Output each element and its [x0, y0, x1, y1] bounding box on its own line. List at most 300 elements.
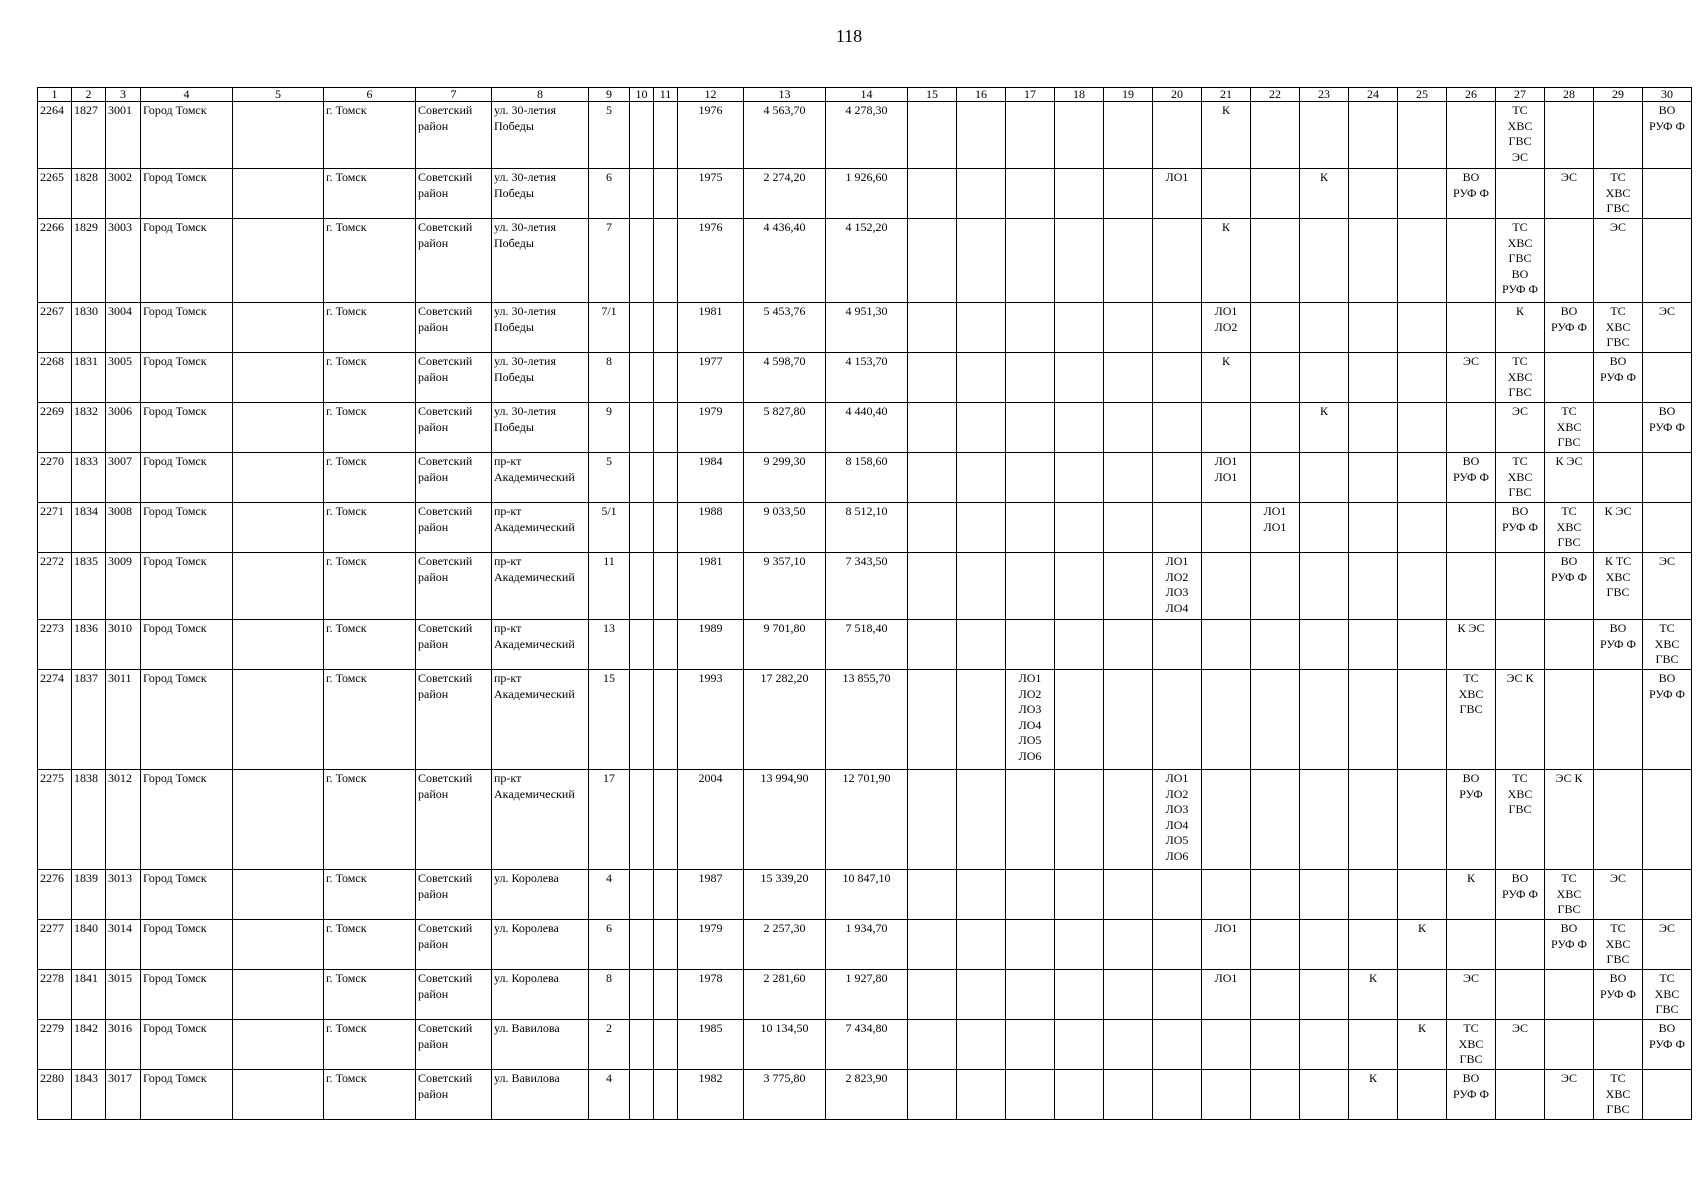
table-cell: [1251, 219, 1300, 303]
column-number: 29: [1594, 88, 1643, 102]
column-number: 10: [630, 88, 654, 102]
table-cell: [1398, 403, 1447, 453]
data-table: [37, 87, 1692, 1120]
table-cell: 5: [589, 102, 630, 169]
table-cell: 17 282,20: [744, 670, 826, 770]
table-cell: 3003: [106, 219, 141, 303]
table-cell: 1839: [72, 870, 106, 920]
table-cell: [957, 1070, 1006, 1120]
table-cell: [908, 970, 957, 1020]
table-cell: [1594, 1020, 1643, 1070]
table-cell: [1006, 219, 1055, 303]
table-cell: ул. Вавилова: [492, 1070, 589, 1120]
table-cell: [1643, 219, 1692, 303]
table-cell: 1842: [72, 1020, 106, 1070]
table-cell: 3014: [106, 920, 141, 970]
table-cell: г. Томск: [324, 1020, 416, 1070]
table-cell: [908, 770, 957, 870]
table-cell: ВО РУФ Ф: [1496, 870, 1545, 920]
table-cell: [1447, 403, 1496, 453]
table-cell: 4 278,30: [826, 102, 908, 169]
table-cell: К ЭС: [1447, 620, 1496, 670]
table-cell: К ТС ХВС ГВС: [1594, 553, 1643, 620]
table-cell: [1251, 620, 1300, 670]
table-cell: [957, 1020, 1006, 1070]
table-cell: ЭС: [1643, 303, 1692, 353]
table-row: [38, 1070, 1692, 1120]
column-number: 28: [1545, 88, 1594, 102]
table-cell: пр-кт Академический: [492, 553, 589, 620]
table-cell: 3008: [106, 503, 141, 553]
table-cell: Город Томск: [141, 219, 233, 303]
table-cell: [1153, 870, 1202, 920]
table-cell: [1153, 503, 1202, 553]
table-cell: 1836: [72, 620, 106, 670]
table-cell: 2276: [38, 870, 72, 920]
table-cell: 2272: [38, 553, 72, 620]
table-cell: 2264: [38, 102, 72, 169]
table-cell: [1055, 770, 1104, 870]
table-cell: ЭС: [1594, 219, 1643, 303]
table-cell: ЭС: [1447, 353, 1496, 403]
table-cell: [233, 303, 324, 353]
table-cell: [630, 920, 654, 970]
table-cell: 7 518,40: [826, 620, 908, 670]
table-cell: 1989: [678, 620, 744, 670]
table-cell: г. Томск: [324, 970, 416, 1020]
table-row: [38, 503, 1692, 553]
table-cell: [1202, 670, 1251, 770]
table-cell: г. Томск: [324, 503, 416, 553]
table-cell: 4 563,70: [744, 102, 826, 169]
table-cell: [1594, 770, 1643, 870]
table-cell: 3007: [106, 453, 141, 503]
table-cell: [233, 353, 324, 403]
table-cell: ул. 30-летия Победы: [492, 102, 589, 169]
column-number: 16: [957, 88, 1006, 102]
table-cell: [1202, 553, 1251, 620]
page-number: 118: [835, 26, 863, 46]
table-cell: К: [1202, 219, 1251, 303]
table-cell: 9 357,10: [744, 553, 826, 620]
column-number: 13: [744, 88, 826, 102]
table-cell: 1833: [72, 453, 106, 503]
table-cell: 1987: [678, 870, 744, 920]
table-cell: [908, 403, 957, 453]
table-cell: Город Томск: [141, 920, 233, 970]
table-cell: [957, 503, 1006, 553]
table-cell: 2004: [678, 770, 744, 870]
table-cell: 2279: [38, 1020, 72, 1070]
table-cell: [1202, 169, 1251, 219]
table-cell: 2266: [38, 219, 72, 303]
table-cell: [1055, 920, 1104, 970]
table-cell: [908, 1020, 957, 1070]
table-cell: 2277: [38, 920, 72, 970]
table-cell: [1398, 620, 1447, 670]
table-cell: ВО РУФ Ф: [1594, 620, 1643, 670]
table-cell: [1349, 1020, 1398, 1070]
table-cell: [630, 219, 654, 303]
table-cell: Город Томск: [141, 503, 233, 553]
column-number: 8: [492, 88, 589, 102]
table-cell: [1006, 970, 1055, 1020]
table-cell: г. Томск: [324, 870, 416, 920]
table-cell: [1594, 670, 1643, 770]
column-number: 26: [1447, 88, 1496, 102]
column-number: 11: [654, 88, 678, 102]
table-cell: г. Томск: [324, 453, 416, 503]
table-row: [38, 620, 1692, 670]
table-cell: Советский район: [416, 920, 492, 970]
table-cell: [1153, 403, 1202, 453]
table-cell: К ЭС: [1594, 503, 1643, 553]
table-cell: [654, 870, 678, 920]
table-cell: 2271: [38, 503, 72, 553]
table-cell: [1104, 670, 1153, 770]
table-cell: 1984: [678, 453, 744, 503]
table-cell: [1349, 219, 1398, 303]
table-cell: [1153, 1070, 1202, 1120]
table-cell: 1 934,70: [826, 920, 908, 970]
table-cell: ЭС: [1643, 553, 1692, 620]
table-cell: [630, 403, 654, 453]
table-cell: Город Томск: [141, 1070, 233, 1120]
table-cell: 8 158,60: [826, 453, 908, 503]
table-cell: 2280: [38, 1070, 72, 1120]
table-cell: [233, 553, 324, 620]
column-number: 4: [141, 88, 233, 102]
table-cell: 2265: [38, 169, 72, 219]
table-row: [38, 553, 1692, 620]
table-cell: [1006, 1020, 1055, 1070]
table-cell: [630, 553, 654, 620]
table-cell: [1153, 970, 1202, 1020]
table-cell: ул. Королева: [492, 920, 589, 970]
table-cell: 3002: [106, 169, 141, 219]
table-cell: ул. 30-летия Победы: [492, 353, 589, 403]
table-cell: 1834: [72, 503, 106, 553]
table-cell: [1300, 219, 1349, 303]
column-number: 22: [1251, 88, 1300, 102]
table-cell: 2270: [38, 453, 72, 503]
table-cell: [908, 219, 957, 303]
table-cell: К: [1202, 102, 1251, 169]
table-cell: [1251, 1020, 1300, 1070]
table-cell: [1643, 770, 1692, 870]
table-cell: ул. Королева: [492, 970, 589, 1020]
table-cell: [1202, 770, 1251, 870]
table-cell: [1104, 770, 1153, 870]
table-cell: 1831: [72, 353, 106, 403]
table-cell: ВО РУФ Ф: [1447, 169, 1496, 219]
table-cell: [233, 453, 324, 503]
table-cell: пр-кт Академический: [492, 670, 589, 770]
column-number-row: [38, 88, 1692, 102]
table-cell: [1447, 102, 1496, 169]
table-cell: 1837: [72, 670, 106, 770]
table-cell: ТС ХВС ГВС: [1594, 303, 1643, 353]
table-cell: 1841: [72, 970, 106, 1020]
table-cell: [1300, 1020, 1349, 1070]
table-cell: [654, 1070, 678, 1120]
table-cell: [1055, 169, 1104, 219]
table-cell: 13: [589, 620, 630, 670]
table-cell: ТС ХВС ГВС: [1643, 620, 1692, 670]
table-cell: 7: [589, 219, 630, 303]
table-cell: [908, 353, 957, 403]
table-cell: 2274: [38, 670, 72, 770]
table-row: [38, 453, 1692, 503]
column-number: 7: [416, 88, 492, 102]
table-cell: ЛО1: [1202, 970, 1251, 1020]
table-cell: 1835: [72, 553, 106, 620]
table-cell: г. Томск: [324, 770, 416, 870]
table-cell: [1055, 553, 1104, 620]
table-cell: [1643, 453, 1692, 503]
table-cell: [1447, 503, 1496, 553]
table-cell: [1349, 920, 1398, 970]
table-cell: [908, 102, 957, 169]
table-cell: [1104, 353, 1153, 403]
table-row: [38, 670, 1692, 770]
table-cell: К: [1349, 970, 1398, 1020]
table-cell: Советский район: [416, 169, 492, 219]
table-cell: ТС ХВС ГВС: [1496, 353, 1545, 403]
table-cell: [1251, 102, 1300, 169]
table-cell: [630, 503, 654, 553]
table-cell: К: [1300, 169, 1349, 219]
table-cell: ул. Вавилова: [492, 1020, 589, 1070]
table-cell: [1104, 303, 1153, 353]
table-cell: г. Томск: [324, 169, 416, 219]
table-cell: 1840: [72, 920, 106, 970]
table-cell: [654, 219, 678, 303]
table-cell: [1398, 102, 1447, 169]
table-row: [38, 770, 1692, 870]
table-cell: 2 257,30: [744, 920, 826, 970]
table-cell: 6: [589, 920, 630, 970]
table-cell: ВО РУФ Ф: [1496, 503, 1545, 553]
table-cell: 3016: [106, 1020, 141, 1070]
table-cell: 2269: [38, 403, 72, 453]
table-cell: [1349, 770, 1398, 870]
table-cell: 3006: [106, 403, 141, 453]
table-cell: [1006, 770, 1055, 870]
table-cell: [1055, 453, 1104, 503]
table-cell: 13 994,90: [744, 770, 826, 870]
table-cell: [1006, 403, 1055, 453]
table-cell: [1104, 970, 1153, 1020]
table-cell: г. Томск: [324, 620, 416, 670]
table-cell: пр-кт Академический: [492, 503, 589, 553]
table-cell: ул. Королева: [492, 870, 589, 920]
table-cell: ВО РУФ Ф: [1643, 670, 1692, 770]
table-cell: [1153, 620, 1202, 670]
table-cell: ЛО1 ЛО2: [1202, 303, 1251, 353]
table-cell: 1977: [678, 353, 744, 403]
table-cell: 3 775,80: [744, 1070, 826, 1120]
table-cell: [1349, 102, 1398, 169]
table-cell: [1104, 453, 1153, 503]
table-cell: [1496, 620, 1545, 670]
table-cell: [654, 503, 678, 553]
table-cell: [1153, 1020, 1202, 1070]
table-cell: ВО РУФ Ф: [1447, 1070, 1496, 1120]
table-cell: [957, 303, 1006, 353]
table-row: [38, 403, 1692, 453]
table-cell: Советский район: [416, 620, 492, 670]
table-cell: 1976: [678, 102, 744, 169]
table-cell: [1349, 670, 1398, 770]
table-cell: г. Томск: [324, 1070, 416, 1120]
table-cell: 2273: [38, 620, 72, 670]
table-cell: ЭС: [1545, 169, 1594, 219]
table-cell: [1153, 303, 1202, 353]
column-number: 2: [72, 88, 106, 102]
table-cell: 3009: [106, 553, 141, 620]
table-cell: 11: [589, 553, 630, 620]
table-cell: Город Томск: [141, 169, 233, 219]
table-cell: 9 299,30: [744, 453, 826, 503]
table-cell: ВО РУФ: [1447, 770, 1496, 870]
column-number: 1: [38, 88, 72, 102]
table-cell: 7 343,50: [826, 553, 908, 620]
table-cell: [654, 303, 678, 353]
table-cell: [1300, 102, 1349, 169]
table-cell: 4 440,40: [826, 403, 908, 453]
table-cell: [233, 1020, 324, 1070]
table-cell: [1251, 169, 1300, 219]
table-cell: Советский район: [416, 870, 492, 920]
table-cell: [1545, 1020, 1594, 1070]
table-cell: [630, 102, 654, 169]
table-cell: [957, 920, 1006, 970]
table-cell: 2: [589, 1020, 630, 1070]
table-cell: 10 134,50: [744, 1020, 826, 1070]
table-cell: 2 281,60: [744, 970, 826, 1020]
table-cell: 12 701,90: [826, 770, 908, 870]
table-cell: ВО РУФ Ф: [1643, 403, 1692, 453]
table-cell: [1104, 870, 1153, 920]
table-cell: [1251, 353, 1300, 403]
table-cell: 4: [589, 1070, 630, 1120]
column-number: 14: [826, 88, 908, 102]
table-cell: [1006, 303, 1055, 353]
table-cell: Город Томск: [141, 553, 233, 620]
table-cell: К: [1447, 870, 1496, 920]
column-number: 27: [1496, 88, 1545, 102]
table-cell: ТС ХВС ГВС: [1594, 920, 1643, 970]
table-cell: 3010: [106, 620, 141, 670]
table-cell: 8: [589, 353, 630, 403]
table-cell: [908, 620, 957, 670]
table-cell: К: [1300, 403, 1349, 453]
table-cell: 1 927,80: [826, 970, 908, 1020]
table-cell: [654, 169, 678, 219]
table-cell: [654, 620, 678, 670]
table-cell: [630, 169, 654, 219]
column-number: 20: [1153, 88, 1202, 102]
table-cell: К: [1202, 353, 1251, 403]
table-cell: [1300, 670, 1349, 770]
table-cell: [1104, 553, 1153, 620]
table-cell: ТС ХВС ГВС: [1594, 169, 1643, 219]
table-cell: Советский район: [416, 1070, 492, 1120]
table-cell: [1055, 670, 1104, 770]
table-cell: 5 827,80: [744, 403, 826, 453]
table-cell: [1300, 920, 1349, 970]
table-cell: [1496, 970, 1545, 1020]
table-cell: 1 926,60: [826, 169, 908, 219]
table-cell: [1300, 553, 1349, 620]
table-cell: 3015: [106, 970, 141, 1020]
table-cell: ВО РУФ Ф: [1545, 553, 1594, 620]
table-cell: [1545, 353, 1594, 403]
table-cell: [1251, 403, 1300, 453]
table-cell: 1979: [678, 403, 744, 453]
table-cell: Город Томск: [141, 620, 233, 670]
table-cell: г. Томск: [324, 553, 416, 620]
table-cell: [957, 870, 1006, 920]
table-cell: Город Томск: [141, 403, 233, 453]
table-cell: Город Томск: [141, 1020, 233, 1070]
table-cell: 1830: [72, 303, 106, 353]
table-cell: [1447, 553, 1496, 620]
table-row: [38, 870, 1692, 920]
table-row: [38, 169, 1692, 219]
table-cell: [1643, 1070, 1692, 1120]
table-cell: 7/1: [589, 303, 630, 353]
table-cell: ЛО1: [1153, 169, 1202, 219]
table-cell: [908, 303, 957, 353]
table-cell: 4 436,40: [744, 219, 826, 303]
table-cell: ВО РУФ Ф: [1545, 920, 1594, 970]
table-cell: [1006, 353, 1055, 403]
table-cell: [1104, 102, 1153, 169]
table-cell: Советский район: [416, 102, 492, 169]
table-cell: [1202, 503, 1251, 553]
table-cell: пр-кт Академический: [492, 620, 589, 670]
table-cell: [1496, 553, 1545, 620]
table-cell: 7 434,80: [826, 1020, 908, 1070]
table-cell: 3004: [106, 303, 141, 353]
table-cell: Город Томск: [141, 870, 233, 920]
table-cell: [1055, 870, 1104, 920]
table-cell: [1398, 770, 1447, 870]
table-cell: 10 847,10: [826, 870, 908, 920]
table-cell: [1643, 503, 1692, 553]
table-cell: [1006, 102, 1055, 169]
table-cell: [1251, 920, 1300, 970]
table-cell: 2278: [38, 970, 72, 1020]
table-cell: ТС ХВС ГВС: [1643, 970, 1692, 1020]
table-cell: [1104, 920, 1153, 970]
table-cell: г. Томск: [324, 670, 416, 770]
table-cell: [908, 553, 957, 620]
table-cell: 1982: [678, 1070, 744, 1120]
table-cell: 1976: [678, 219, 744, 303]
table-cell: [1545, 219, 1594, 303]
column-number: 24: [1349, 88, 1398, 102]
table-cell: [957, 453, 1006, 503]
table-cell: 15: [589, 670, 630, 770]
table-cell: 1979: [678, 920, 744, 970]
table-cell: ул. 30-летия Победы: [492, 219, 589, 303]
table-cell: 3001: [106, 102, 141, 169]
table-cell: [957, 553, 1006, 620]
table-cell: 5: [589, 453, 630, 503]
